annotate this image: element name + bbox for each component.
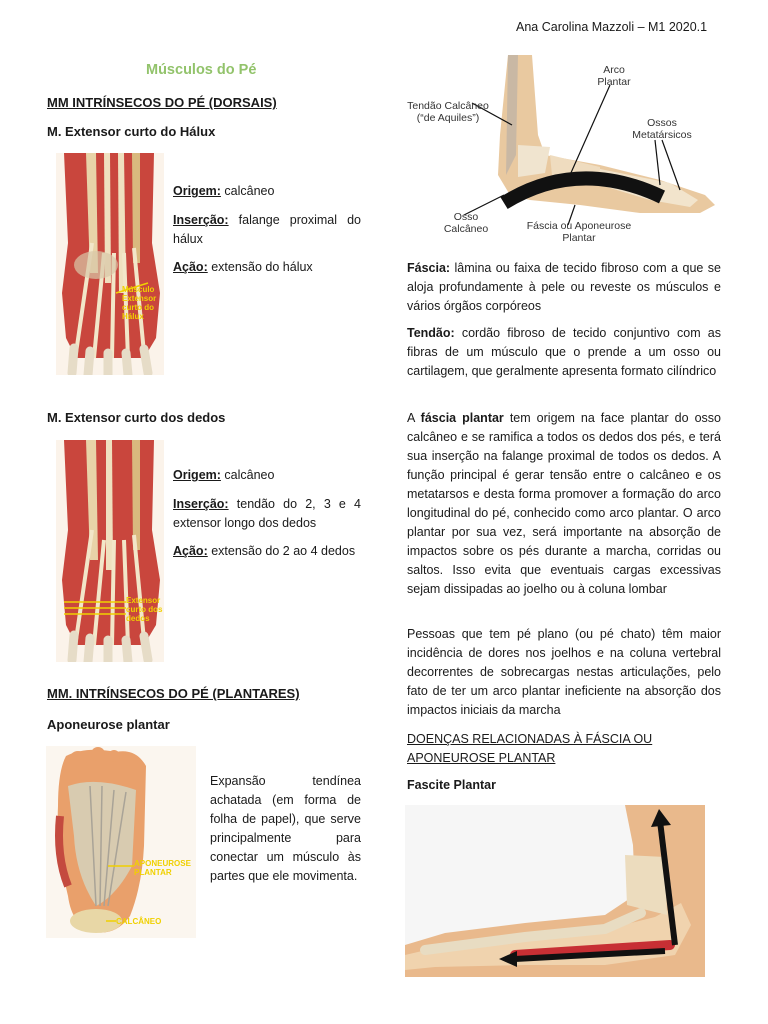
muscle2-fig-label-2: curto dos [126,605,163,614]
section-plantares-title: MM. INTRÍNSECOS DO PÉ (PLANTARES) [47,686,300,701]
muscle2-fig-label-1: Extensor [126,596,161,605]
fascia-plantar-paragraph: A fáscia plantar tem origem na face plantar do osso calcâneo e se ramifica a todos os dedos dos pés, e terá sua inserção na falange proximal de todos os dedos. A função principal é gerar tensão entre o calcâneo e os metatarsos e desta forma promover a formação do arco longitudinal do pé, conhecido como arco plantar. O arco plantar por sua vez, será importante na absorção de impactos sobre os pés durante a marcha, corridas ou saltos. Isso evita que eventuais cargas excessivas sejam dissipadas ao joelho ou à coluna lombar [407,411,721,596]
fascite-figure [405,805,705,977]
muscle1-fig-label-4: Hálux [122,312,144,321]
aponeurose-figure [46,746,196,938]
section-dorsais-title: MM INTRÍNSECOS DO PÉ (DORSAIS) [47,95,277,110]
aponeurose-fig-label-2: PLANTAR [134,868,172,877]
muscle2-fig-label-3: dedos [126,614,150,623]
muscle1-origem: Origem: calcâneo [173,184,275,198]
muscle1-acao: Ação: extensão do hálux [173,260,313,274]
muscle1-title: M. Extensor curto do Hálux [47,124,216,139]
calcaneo-fig-label: CALCÂNEO [116,917,162,926]
muscle1-fig-label-3: curto do [122,303,154,312]
tendao-definition: Tendão: cordão fibroso de tecido conjuntivo com as fibras de um músculo que o prende a um osso ou cartilagem, que geralmente apresenta formato cilíndrico [407,326,721,378]
extensor-hallux-figure [56,153,164,375]
page-title: Músculos do Pé [146,62,257,78]
muscle1-insercao: Inserção: falange proximal do hálux [173,213,361,246]
aponeurose-title: Aponeurose plantar [47,717,170,732]
fig-fascia-line-1: Fáscia ou Aponeurose [526,220,632,232]
muscle2-title: M. Extensor curto dos dedos [47,410,226,425]
doencas-title: DOENÇAS RELACIONADAS À FÁSCIA OU APONEUROSE PLANTAR [407,732,653,765]
fig-ossos-line-2: Metatársicos [632,129,692,141]
fig-tendao-line-2: (“de Aquiles”) [416,112,480,124]
muscle2-insercao: Inserção: tendão do 2, 3 e 4 extensor longo dos dedos [173,497,361,530]
fig-osso-line-1: Osso [453,211,479,223]
pe-plano-paragraph: Pessoas que tem pé plano (ou pé chato) têm maior incidência de dores nos joelhos e na coluna vertebral decorrentes de sobrecargas nestas articulações, pelo fato de ter um arco plantar ineficiente na absorção dos impactos iniciais da marcha [407,627,721,717]
muscle1-fig-label-1: Músculo [122,285,155,294]
fig-arco-line-1: Arco [603,64,625,76]
author-header: Ana Carolina Mazzoli – M1 2020.1 [516,20,708,34]
extensor-dedos-figure [56,440,164,662]
fascia-definition: Fáscia: lâmina ou faixa de tecido fibroso com a que se aloja profundamente à pele ou reveste os músculos e vários órgãos corpóreos [407,261,721,313]
aponeurose-description: Expansão tendínea achatada (em forma de folha de papel), que serve principalmente para conectar um músculo às partes que ele movimenta. [210,774,361,883]
fig-tendao-line-1: Tendão Calcâneo [407,100,489,112]
fig-ossos-line-1: Ossos [647,117,677,129]
fig-osso-line-2: Calcâneo [443,223,489,235]
foot-arch-figure [400,55,725,250]
aponeurose-fig-label-1: APONEUROSE [134,859,191,868]
fascite-title: Fascite Plantar [407,778,496,792]
muscle2-origem: Origem: calcâneo [173,468,275,482]
muscle1-fig-label-2: Extensor [122,294,157,303]
muscle2-acao: Ação: extensão do 2 ao 4 dedos [173,544,356,558]
fig-arco-line-2: Plantar [597,76,631,88]
fig-fascia-line-2: Plantar [562,232,596,244]
